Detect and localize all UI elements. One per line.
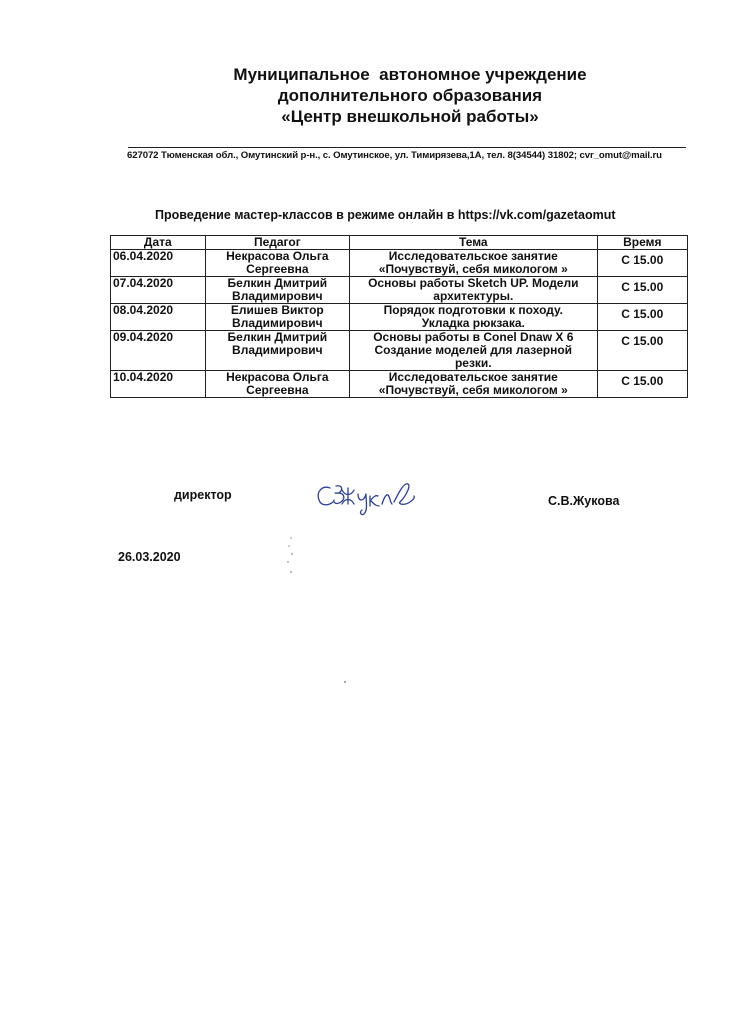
signatory-role: директор: [174, 488, 232, 502]
cell-date: 08.04.2020: [111, 304, 206, 331]
cell-teacher: [205, 371, 349, 398]
table-row: [111, 304, 688, 331]
table-row: [111, 250, 688, 277]
cell-date: 10.04.2020: [111, 371, 206, 398]
column-header-time: Время: [597, 236, 687, 250]
table-row: [111, 277, 688, 304]
cell-teacher: [205, 250, 349, 277]
cell-date: 07.04.2020: [111, 277, 206, 304]
table-row: [111, 371, 688, 398]
time-value: С 15.00: [621, 334, 664, 348]
column-header-date: Дата: [111, 236, 206, 250]
time-value: С 15.00: [621, 280, 664, 294]
teacher-line: Владимирович: [232, 343, 323, 357]
document-date: 26.03.2020: [118, 550, 181, 564]
topic-line: Создание моделей для лазерной: [374, 343, 573, 357]
organization-header: [0, 64, 745, 127]
topic-line: архитектуры.: [433, 289, 514, 303]
topic-line: резки.: [454, 356, 492, 370]
topic-line: Основы работы Sketch UP. Модели: [368, 276, 579, 290]
cell-time: [597, 250, 687, 277]
cell-time: [597, 371, 687, 398]
cell-teacher: [205, 304, 349, 331]
header-line-3: «Центр внешкольной работы»: [281, 107, 539, 126]
teacher-line: Белкин Дмитрий: [227, 330, 328, 344]
schedule-caption: Проведение мастер-классов в режиме онлайн в https://vk.com/gazetaomut: [155, 208, 616, 222]
scan-specks: [283, 532, 353, 697]
teacher-line: Владимирович: [232, 289, 323, 303]
topic-line: Исследовательское занятие: [388, 249, 558, 263]
table-row: [111, 331, 688, 371]
cell-time: [597, 331, 687, 371]
handwritten-signature: [314, 476, 418, 525]
header-divider: [128, 147, 686, 148]
cell-date: 09.04.2020: [111, 331, 206, 371]
topic-line: «Почувствуй, себя микологом »: [378, 262, 568, 276]
teacher-line: Елишев Виктор: [230, 303, 324, 317]
cell-topic: [350, 277, 598, 304]
cell-teacher: [205, 331, 349, 371]
cell-topic: [350, 304, 598, 331]
table-header-row: [111, 236, 688, 250]
teacher-line: Владимирович: [232, 316, 323, 330]
topic-line: Исследовательское занятие: [388, 370, 558, 384]
organization-address: 627072 Тюменская обл., Омутинский р-н., с. Омутинское, ул. Тимирязева,1А, тел. 8(34544) 31802; cvr_omut@mail.ru: [127, 150, 662, 161]
topic-line: Укладка рюкзака.: [421, 316, 525, 330]
header-line-2: дополнительного образования: [277, 86, 543, 105]
teacher-line: Сергеевна: [246, 383, 309, 397]
cell-time: [597, 277, 687, 304]
cell-date: 06.04.2020: [111, 250, 206, 277]
column-header-teacher: Педагог: [205, 236, 349, 250]
topic-line: Порядок подготовки к походу.: [383, 303, 563, 317]
header-line-1: Муниципальное автономное учреждение: [233, 65, 587, 84]
signature-icon: [314, 476, 418, 520]
time-value: С 15.00: [621, 307, 664, 321]
cell-teacher: [205, 277, 349, 304]
cell-topic: [350, 331, 598, 371]
topic-line: «Почувствуй, себя микологом »: [378, 383, 568, 397]
teacher-line: Некрасова Ольга: [226, 370, 329, 384]
cell-time: [597, 304, 687, 331]
scan-noise-icon: [283, 532, 353, 692]
signatory-name: С.В.Жукова: [548, 494, 620, 508]
schedule-table: [110, 235, 688, 398]
cell-topic: [350, 371, 598, 398]
time-value: С 15.00: [621, 374, 664, 388]
teacher-line: Сергеевна: [246, 262, 309, 276]
column-header-topic: Тема: [350, 236, 598, 250]
cell-topic: [350, 250, 598, 277]
teacher-line: Некрасова Ольга: [226, 249, 329, 263]
topic-line: Основы работы в Conel Dnaw X 6: [373, 330, 574, 344]
time-value: С 15.00: [621, 253, 664, 267]
teacher-line: Белкин Дмитрий: [227, 276, 328, 290]
